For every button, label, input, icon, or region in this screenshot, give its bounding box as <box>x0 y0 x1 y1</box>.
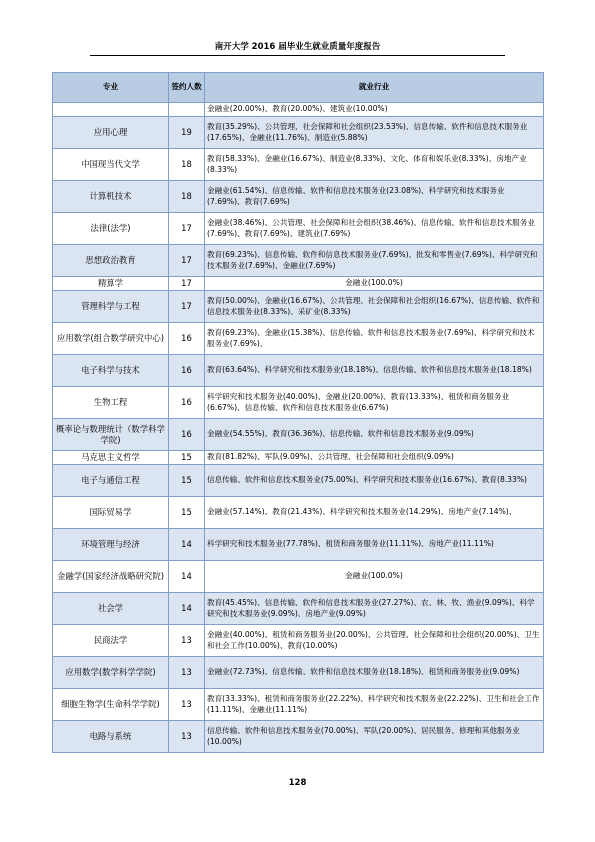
industry-cell: 教育(69.23%)、信息传输、软件和信息技术服务业(7.69%)、批发和零售业(7.69%)、科学研究和技术服务业(7.69%)、金融业(7.69%) <box>205 245 544 277</box>
table-row <box>53 561 544 593</box>
count-cell: 15 <box>169 465 205 497</box>
table-row <box>53 323 544 355</box>
count-cell: 17 <box>169 277 205 291</box>
industry-cell: 金融业(38.46%)、公共管理、社会保障和社会组织(38.46%)、信息传输、软件和信息技术服务业(7.69%)、教育(7.69%)、建筑业(7.69%) <box>205 213 544 245</box>
table-row <box>53 387 544 419</box>
industry-cell: 教育(81.82%)、军队(9.09%)、公共管理、社会保障和社会组织(9.09%) <box>205 451 544 465</box>
column-header-count: 签约人数 <box>169 73 205 103</box>
major-cell: 民商法学 <box>53 625 169 657</box>
count-cell: 13 <box>169 625 205 657</box>
major-cell: 金融学(国家经济战略研究院) <box>53 561 169 593</box>
major-cell: 电子科学与技术 <box>53 355 169 387</box>
count-cell: 15 <box>169 497 205 529</box>
table-row <box>53 291 544 323</box>
employment-industry-table <box>52 72 544 753</box>
major-cell: 法律(法学) <box>53 213 169 245</box>
table-row <box>53 451 544 465</box>
industry-cell: 教育(58.33%)、金融业(16.67%)、制造业(8.33%)、文化、体育和娱乐业(8.33%)、房地产业(8.33%) <box>205 149 544 181</box>
table-row <box>53 689 544 721</box>
table-row <box>53 277 544 291</box>
table-row <box>53 625 544 657</box>
table-row <box>53 529 544 561</box>
major-cell: 生物工程 <box>53 387 169 419</box>
count-cell: 16 <box>169 355 205 387</box>
industry-cell: 教育(45.45%)、信息传输、软件和信息技术服务业(27.27%)、农、林、牧、渔业(9.09%)、科学研究和技术服务业(9.09%)、房地产业(9.09%) <box>205 593 544 625</box>
count-cell: 15 <box>169 451 205 465</box>
industry-cell: 教育(35.29%)、公共管理、社会保障和社会组织(23.53%)、信息传输、软件和信息技术服务业(17.65%)、金融业(11.76%)、制造业(5.88%) <box>205 117 544 149</box>
table-row <box>53 245 544 277</box>
table-row <box>53 355 544 387</box>
major-cell: 概率论与数理统计（数学科学学院) <box>53 419 169 451</box>
major-cell: 国际贸易学 <box>53 497 169 529</box>
industry-cell: 金融业(40.00%)、租赁和商务服务业(20.00%)、公共管理、社会保障和社会组织(20.00%)、卫生和社会工作(10.00%)、教育(10.00%) <box>205 625 544 657</box>
count-cell: 16 <box>169 323 205 355</box>
count-cell: 13 <box>169 689 205 721</box>
table-row <box>53 213 544 245</box>
count-cell: 16 <box>169 419 205 451</box>
count-cell: 17 <box>169 213 205 245</box>
count-cell <box>169 103 205 117</box>
major-cell: 应用数学(组合数学研究中心) <box>53 323 169 355</box>
major-cell: 中国现当代文学 <box>53 149 169 181</box>
major-cell: 电子与通信工程 <box>53 465 169 497</box>
major-cell: 精算学 <box>53 277 169 291</box>
industry-cell: 金融业(57.14%)、教育(21.43%)、科学研究和技术服务业(14.29%)、房地产业(7.14%)、 <box>205 497 544 529</box>
column-header-industry: 就业行业 <box>205 73 544 103</box>
count-cell: 17 <box>169 291 205 323</box>
industry-cell: 科学研究和技术服务业(77.78%)、租赁和商务服务业(11.11%)、房地产业(11.11%) <box>205 529 544 561</box>
count-cell: 13 <box>169 657 205 689</box>
table-row <box>53 149 544 181</box>
industry-cell: 信息传输、软件和信息技术服务业(75.00%)、科学研究和技术服务业(16.67%)、教育(8.33%) <box>205 465 544 497</box>
table-row <box>53 657 544 689</box>
industry-cell: 金融业(61.54%)、信息传输、软件和信息技术服务业(23.08%)、科学研究和技术服务业(7.69%)、教育(7.69%) <box>205 181 544 213</box>
major-cell: 应用心理 <box>53 117 169 149</box>
count-cell: 18 <box>169 181 205 213</box>
table-row <box>53 465 544 497</box>
major-cell: 马克思主义哲学 <box>53 451 169 465</box>
industry-cell: 教育(69.23%)、金融业(15.38%)、信息传输、软件和信息技术服务业(7.69%)、科学研究和技术服务业(7.69%)、 <box>205 323 544 355</box>
major-cell <box>53 103 169 117</box>
industry-cell: 金融业(54.55%)、教育(36.36%)、信息传输、软件和信息技术服务业(9.09%) <box>205 419 544 451</box>
industry-cell: 信息传输、软件和信息技术服务业(70.00%)、军队(20.00%)、居民服务、修理和其他服务业(10.00%) <box>205 721 544 753</box>
industry-cell: 科学研究和技术服务业(40.00%)、金融业(20.00%)、教育(13.33%)、租赁和商务服务业(6.67%)、信息传输、软件和信息技术服务业(6.67%) <box>205 387 544 419</box>
major-cell: 应用数学(数学科学学院) <box>53 657 169 689</box>
industry-cell: 金融业(72.73%)、信息传输、软件和信息技术服务业(18.18%)、租赁和商务服务业(9.09%) <box>205 657 544 689</box>
count-cell: 17 <box>169 245 205 277</box>
industry-cell: 教育(50.00%)、金融业(16.67%)、公共管理、社会保障和社会组织(16.67%)、信息传输、软件和信息技术服务业(8.33%)、采矿业(8.33%) <box>205 291 544 323</box>
major-cell: 环境管理与经济 <box>53 529 169 561</box>
industry-cell: 金融业(100.0%) <box>205 561 544 593</box>
count-cell: 14 <box>169 593 205 625</box>
major-cell: 管理科学与工程 <box>53 291 169 323</box>
table-row <box>53 419 544 451</box>
count-cell: 14 <box>169 529 205 561</box>
count-cell: 18 <box>169 149 205 181</box>
table-row <box>53 103 544 117</box>
count-cell: 13 <box>169 721 205 753</box>
industry-cell: 教育(33.33%)、租赁和商务服务业(22.22%)、科学研究和技术服务业(22.22%)、卫生和社会工作(11.11%)、金融业(11.11%) <box>205 689 544 721</box>
table-row <box>53 593 544 625</box>
industry-cell: 金融业(20.00%)、教育(20.00%)、建筑业(10.00%) <box>205 103 544 117</box>
column-header-major: 专业 <box>53 73 169 103</box>
table-row <box>53 181 544 213</box>
table-row <box>53 497 544 529</box>
industry-cell: 教育(63.64%)、科学研究和技术服务业(18.18%)、信息传输、软件和信息技术服务业(18.18%) <box>205 355 544 387</box>
major-cell: 思想政治教育 <box>53 245 169 277</box>
industry-cell: 金融业(100.0%) <box>205 277 544 291</box>
page-header: 南开大学 2016 届毕业生就业质量年度报告 <box>90 40 505 56</box>
table-row <box>53 117 544 149</box>
major-cell: 社会学 <box>53 593 169 625</box>
table-row <box>53 721 544 753</box>
major-cell: 计算机技术 <box>53 181 169 213</box>
count-cell: 14 <box>169 561 205 593</box>
count-cell: 16 <box>169 387 205 419</box>
major-cell: 电路与系统 <box>53 721 169 753</box>
table-body <box>53 103 544 753</box>
page-number: 128 <box>288 778 307 788</box>
count-cell: 19 <box>169 117 205 149</box>
major-cell: 细胞生物学(生命科学学院) <box>53 689 169 721</box>
